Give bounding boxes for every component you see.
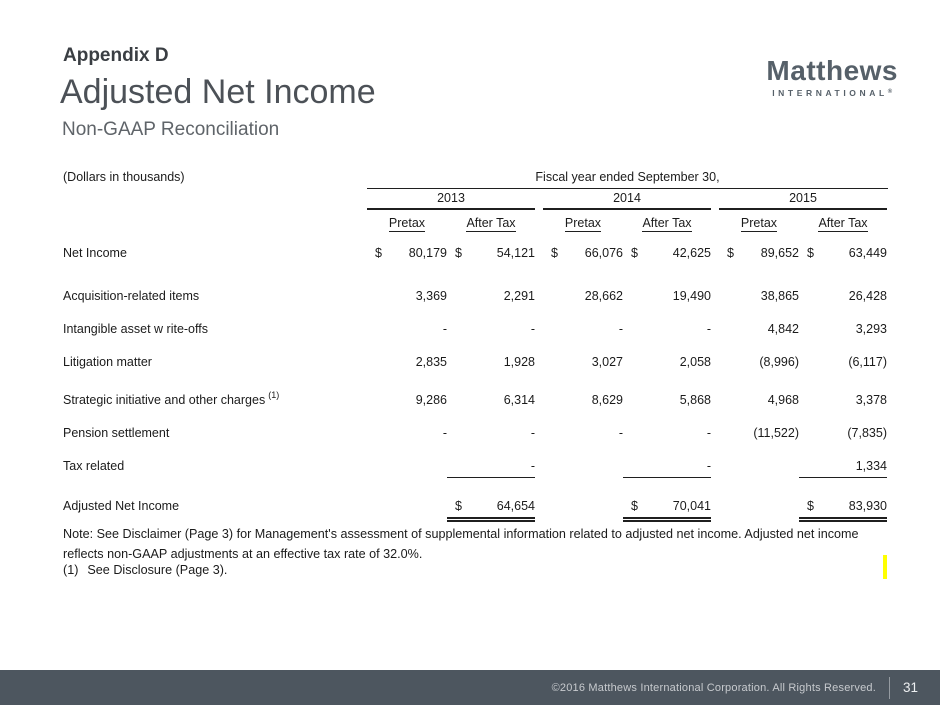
row-tax-related (63, 458, 889, 478)
row-label: Adjusted Net Income (63, 499, 180, 513)
reconciliation-table (63, 170, 889, 522)
footer-divider (889, 677, 890, 699)
row-litigation-matter (63, 354, 889, 370)
row-intangible-asset-write-offs (63, 321, 889, 337)
cell-2014-aftertax: 19,490 (672, 289, 711, 303)
col-2015-aftertax: After Tax (818, 216, 868, 230)
matthews-logo (766, 57, 898, 98)
cell-2015-aftertax: $ 83,930 (799, 498, 887, 522)
disclaimer-note: Note: See Disclaimer (Page 3) for Management's assessment of supplemental information related to adjusted net income. Adjusted net income reflects non-GAAP adjustments at an effective tax rate of 32.0%. (63, 527, 859, 561)
col-2015-pretax: Pretax (740, 216, 778, 230)
row-net-income (63, 245, 889, 261)
subcolumn-header-row (63, 216, 889, 230)
logo-brand-text: Matthews (766, 55, 898, 86)
table-header-row (63, 170, 889, 189)
row-adjusted-net-income (63, 498, 889, 522)
cell-2015-pretax (719, 458, 799, 478)
cell-2014-aftertax: $ 70,041 (623, 498, 711, 522)
cell-2014-pretax (543, 498, 623, 522)
page-subtitle: Non-GAAP Reconciliation (62, 119, 280, 140)
cell-2014-aftertax: - (706, 322, 711, 336)
row-label: Acquisition-related items (63, 289, 200, 303)
cell-2014-aftertax: 5,868 (679, 393, 711, 407)
col-2014-pretax: Pretax (564, 216, 602, 230)
cell-2013-pretax: 9,286 (415, 393, 447, 407)
logo-sub-text: INTERNATIONAL® (772, 88, 893, 98)
cell-2015-aftertax: 26,428 (848, 289, 887, 303)
cell-2014-pretax: - (618, 322, 623, 336)
cell-2015-aftertax: 1,334 (799, 458, 887, 478)
cell-2014-aftertax: - (706, 426, 711, 440)
cell-2015-pretax: $ 89,652 (727, 246, 799, 260)
cell-2015-aftertax: (6,117) (848, 355, 887, 369)
cell-2013-pretax: - (442, 322, 447, 336)
col-2013-pretax: Pretax (388, 216, 426, 230)
cell-2013-aftertax: 1,928 (503, 355, 535, 369)
cell-2013-pretax: 2,835 (415, 355, 447, 369)
cell-2014-pretax: 8,629 (591, 393, 623, 407)
fiscal-year-header: Fiscal year ended September 30, (367, 170, 888, 189)
footnote (63, 563, 227, 577)
row-label: Strategic initiative and other charges (63, 393, 266, 407)
cell-2015-pretax: 4,968 (767, 393, 799, 407)
cell-2015-aftertax: $ 63,449 (807, 246, 887, 260)
cell-2013-aftertax: $ 54,121 (455, 246, 535, 260)
cell-2014-aftertax: 2,058 (679, 355, 711, 369)
col-2013-aftertax: After Tax (466, 216, 516, 230)
cell-2015-aftertax: (7,835) (847, 426, 887, 440)
footnote-text: See Disclosure (Page 3). (87, 563, 228, 577)
footer-bar (0, 670, 940, 705)
cell-2015-aftertax: 3,293 (855, 322, 887, 336)
yellow-highlight-marker (883, 555, 887, 579)
cell-2013-aftertax: - (447, 458, 535, 478)
cell-2014-aftertax: $ 42,625 (631, 246, 711, 260)
cell-2015-pretax: (11,522) (753, 426, 799, 440)
row-strategic-initiative (63, 387, 889, 408)
page-title: Adjusted Net Income (60, 73, 376, 111)
cell-2015-pretax: (8,996) (759, 355, 799, 369)
cell-2013-pretax: $ 80,179 (375, 246, 447, 260)
year-2013: 2013 (367, 191, 535, 210)
row-label: Net Income (63, 246, 127, 260)
footnote-marker: (1) (63, 563, 79, 577)
year-2015: 2015 (719, 191, 887, 210)
cell-2013-pretax: - (442, 426, 447, 440)
cell-2014-aftertax: - (623, 458, 711, 478)
cell-2013-aftertax: $ 64,654 (447, 498, 535, 522)
cell-2013-pretax: 3,369 (415, 289, 447, 303)
cell-2015-pretax: 4,842 (767, 322, 799, 336)
cell-2014-pretax: $ 66,076 (551, 246, 623, 260)
cell-2014-pretax: - (618, 426, 623, 440)
cell-2013-aftertax: 2,291 (503, 289, 535, 303)
cell-2015-pretax (719, 498, 799, 522)
cell-2013-aftertax: 6,314 (503, 393, 535, 407)
row-pension-settlement (63, 425, 889, 441)
cell-2014-pretax: 3,027 (591, 355, 623, 369)
year-header-row (63, 191, 889, 210)
cell-2015-pretax: 38,865 (760, 289, 799, 303)
cell-2013-aftertax: - (530, 322, 535, 336)
row-acquisition-related-items (63, 288, 889, 304)
copyright-text: ©2016 Matthews International Corporation. All Rights Reserved. (551, 681, 876, 694)
cell-2013-pretax (367, 498, 447, 522)
cell-2013-pretax (367, 458, 447, 478)
year-2014: 2014 (543, 191, 711, 210)
footnote-ref: (1) (268, 390, 280, 400)
cell-2015-aftertax: 3,378 (855, 393, 887, 407)
units-label: (Dollars in thousands) (63, 170, 185, 184)
registered-mark: ® (887, 89, 893, 95)
col-2014-aftertax: After Tax (642, 216, 692, 230)
row-label: Intangible asset w rite-offs (63, 322, 208, 336)
appendix-label: Appendix D (63, 45, 169, 66)
cell-2014-pretax: 28,662 (584, 289, 623, 303)
cell-2014-pretax (543, 458, 623, 478)
row-label: Pension settlement (63, 426, 170, 440)
row-label: Litigation matter (63, 355, 152, 369)
page-number: 31 (902, 680, 918, 695)
row-label: Tax related (63, 459, 125, 473)
cell-2013-aftertax: - (530, 426, 535, 440)
